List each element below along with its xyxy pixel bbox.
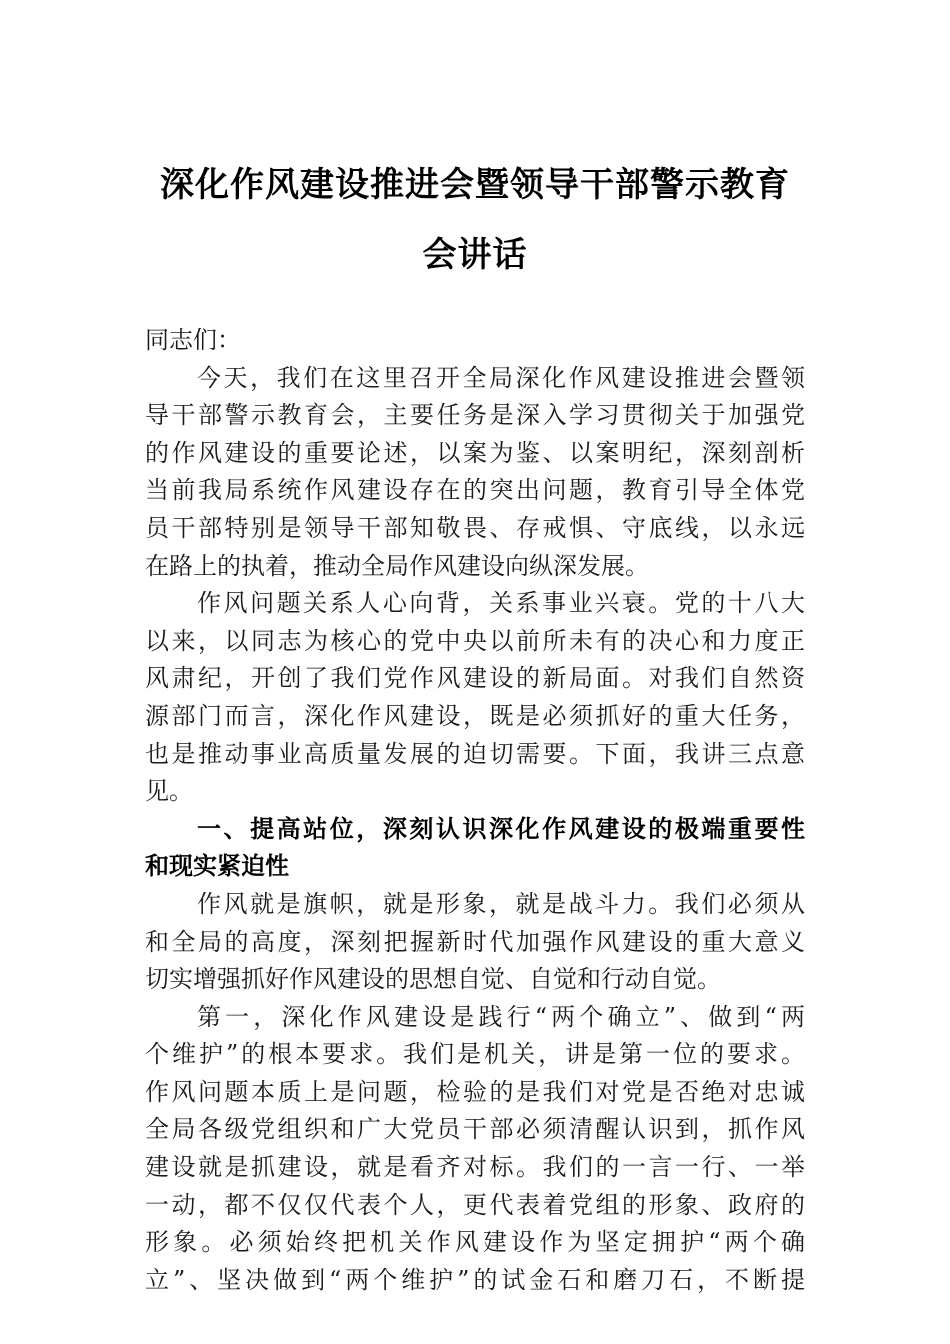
paragraph-line: 第一，深化作风建设是践行“两个确立”、做到“两 (197, 1002, 805, 1031)
section-heading-line: 和现实紧迫性 (145, 852, 289, 881)
paragraph-line: 员干部特别是领导干部知敬畏、存戒惧、守底线，以永远 (145, 513, 805, 542)
document-title-line-1: 深化作风建设推进会暨领导干部警示教育 (160, 165, 790, 205)
paragraph-line: 一动，都不仅仅代表个人，更代表着党组的形象、政府的 (145, 1190, 805, 1219)
paragraph-line: 作风问题本质上是问题，检验的是我们对党是否绝对忠诚 (145, 1077, 805, 1106)
paragraph-line: 源部门而言，深化作风建设，既是必须抓好的重大任务， (145, 701, 805, 730)
paragraph-line: 在路上的执着，推动全局作风建设向纵深发展。 (145, 551, 649, 580)
paragraph-line: 个维护”的根本要求。我们是机关，讲是第一位的要求。 (145, 1040, 805, 1069)
paragraph-line: 作风问题关系人心向背，关系事业兴衰。党的十八大 (197, 589, 805, 618)
paragraph-line: 也是推动事业高质量发展的迫切需要。下面，我讲三点意 (145, 739, 805, 768)
section-heading-line: 一、提高站位，深刻认识深化作风建设的极端重要性 (197, 814, 805, 843)
paragraph-line: 同志们： (145, 326, 241, 354)
paragraph-line: 和全局的高度，深刻把握新时代加强作风建设的重大意义 (145, 927, 805, 956)
document-body (145, 322, 805, 1299)
document-title-line-2: 会讲话 (422, 235, 528, 275)
paragraph-line: 作风就是旗帜，就是形象，就是战斗力。我们必须从 (197, 889, 805, 918)
paragraph-line: 切实增强抓好作风建设的思想自觉、自觉和行动自觉。 (145, 965, 721, 994)
paragraph-line: 当前我局系统作风建设存在的突出问题，教育引导全体党 (145, 476, 805, 505)
paragraph-line: 的作风建设的重要论述，以案为鉴、以案明纪，深刻剖析 (145, 438, 805, 467)
paragraph-line: 以来，以同志为核心的党中央以前所未有的决心和力度正 (145, 626, 805, 655)
paragraph-line: 今天，我们在这里召开全局深化作风建设推进会暨领 (197, 363, 805, 392)
paragraph-line: 风肃纪，开创了我们党作风建设的新局面。对我们自然资 (145, 664, 805, 693)
paragraph-line: 形象。必须始终把机关作风建设作为坚定拥护“两个确 (145, 1228, 805, 1257)
paragraph-line: 全局各级党组织和广大党员干部必须清醒认识到，抓作风 (145, 1115, 805, 1144)
paragraph-line: 立”、坚决做到“两个维护”的试金石和磨刀石，不断提 (145, 1265, 805, 1294)
paragraph-line: 建设就是抓建设，就是看齐对标。我们的一言一行、一举 (145, 1153, 805, 1182)
paragraph-line: 见。 (145, 777, 193, 806)
paragraph-line: 导干部警示教育会，主要任务是深入学习贯彻关于加强党 (145, 401, 805, 430)
